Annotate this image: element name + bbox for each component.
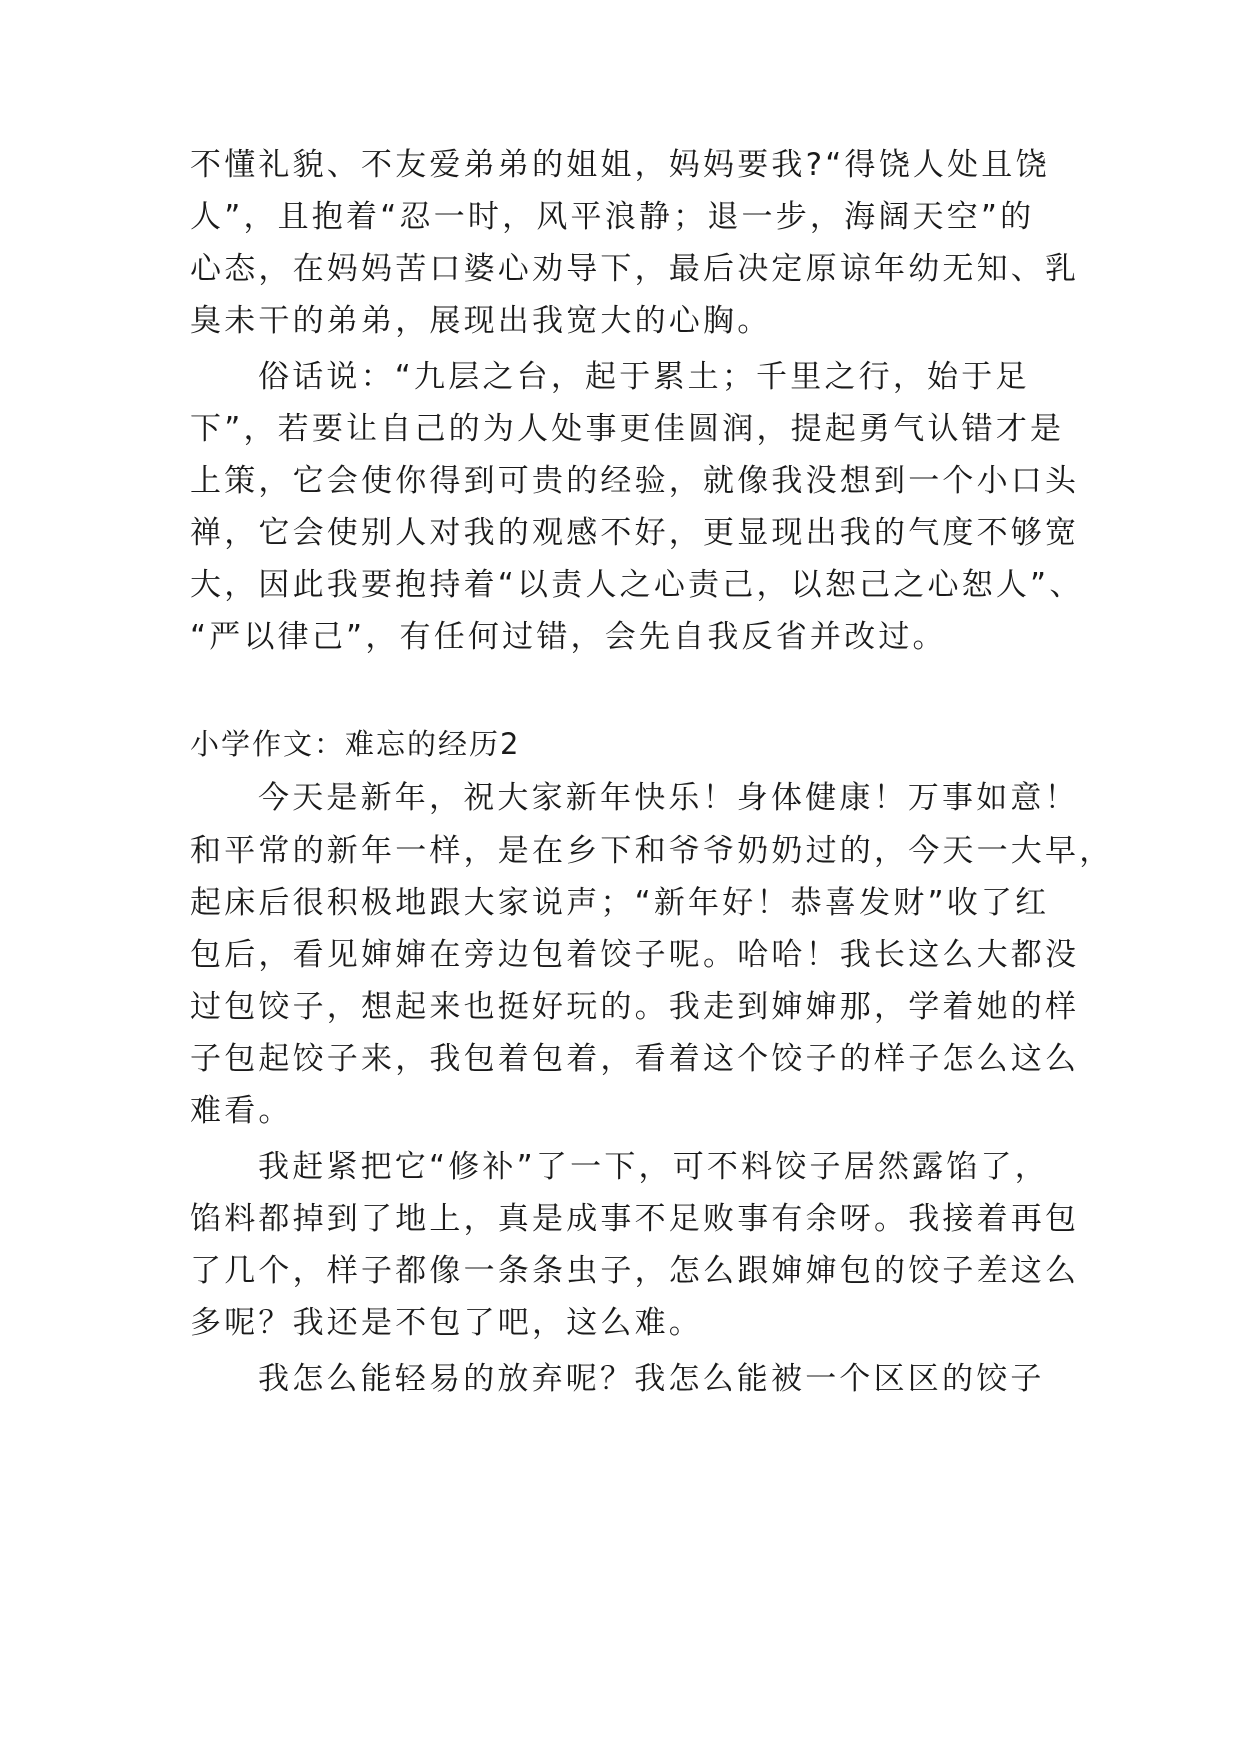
paragraph-line: 下”，若要让自己的为人处事更佳圆润，提起勇气认错才是 xyxy=(190,411,1065,447)
paragraph-line: 馅料都掉到了地上，真是成事不足败事有余呀。我接着再包 xyxy=(190,1201,1080,1237)
paragraph-line: “严以律己”，有任何过错，会先自我反省并改过。 xyxy=(190,619,947,655)
paragraph-line: 大，因此我要抱持着“以责人之心责己，以恕己之心恕人”、 xyxy=(190,567,1084,603)
paragraph-line: 我怎么能轻易的放弃呢？我怎么能被一个区区的饺子 xyxy=(258,1361,1045,1397)
paragraph-line: 过包饺子，想起来也挺好玩的。我走到婶婶那，学着她的样 xyxy=(190,989,1080,1025)
paragraph-line: 和平常的新年一样，是在乡下和爷爷奶奶过的，今天一大早， xyxy=(190,833,1114,869)
paragraph-line: 我赶紧把它“修补”了一下，可不料饺子居然露馅了， xyxy=(258,1149,1049,1185)
paragraph-line: 臭未干的弟弟，展现出我宽大的心胸。 xyxy=(190,303,772,339)
paragraph-line: 上策，它会使你得到可贵的经验，就像我没想到一个小口头 xyxy=(190,463,1080,499)
paragraph-line: 多呢？我还是不包了吧，这么难。 xyxy=(190,1305,703,1341)
paragraph-line: 俗话说：“九层之台，起于累土；千里之行，始于足 xyxy=(258,359,1030,395)
paragraph-line: 人”，且抱着“忍一时，风平浪静；退一步，海阔天空”的 xyxy=(190,199,1035,235)
paragraph-line: 今天是新年，祝大家新年快乐！身体健康！万事如意！ xyxy=(258,780,1079,816)
paragraph-line: 难看。 xyxy=(190,1093,293,1129)
paragraph-line: 了几个，样子都像一条条虫子，怎么跟婶婶包的饺子差这么 xyxy=(190,1253,1080,1289)
paragraph-line: 心态，在妈妈苦口婆心劝导下，最后决定原谅年幼无知、乳 xyxy=(190,251,1080,287)
paragraph-line: 不懂礼貌、不友爱弟弟的姐姐，妈妈要我?“得饶人处且饶 xyxy=(190,147,1050,183)
paragraph-line: 禅，它会使别人对我的观感不好，更显现出我的气度不够宽 xyxy=(190,515,1080,551)
paragraph-line: 包后，看见婶婶在旁边包着饺子呢。哈哈！我长这么大都没 xyxy=(190,937,1080,973)
article-heading: 小学作文：难忘的经历2 xyxy=(190,727,521,761)
paragraph-line: 子包起饺子来，我包着包着，看着这个饺子的样子怎么这么 xyxy=(190,1041,1080,1077)
paragraph-line: 起床后很积极地跟大家说声；“新年好！恭喜发财”收了红 xyxy=(190,885,1050,921)
